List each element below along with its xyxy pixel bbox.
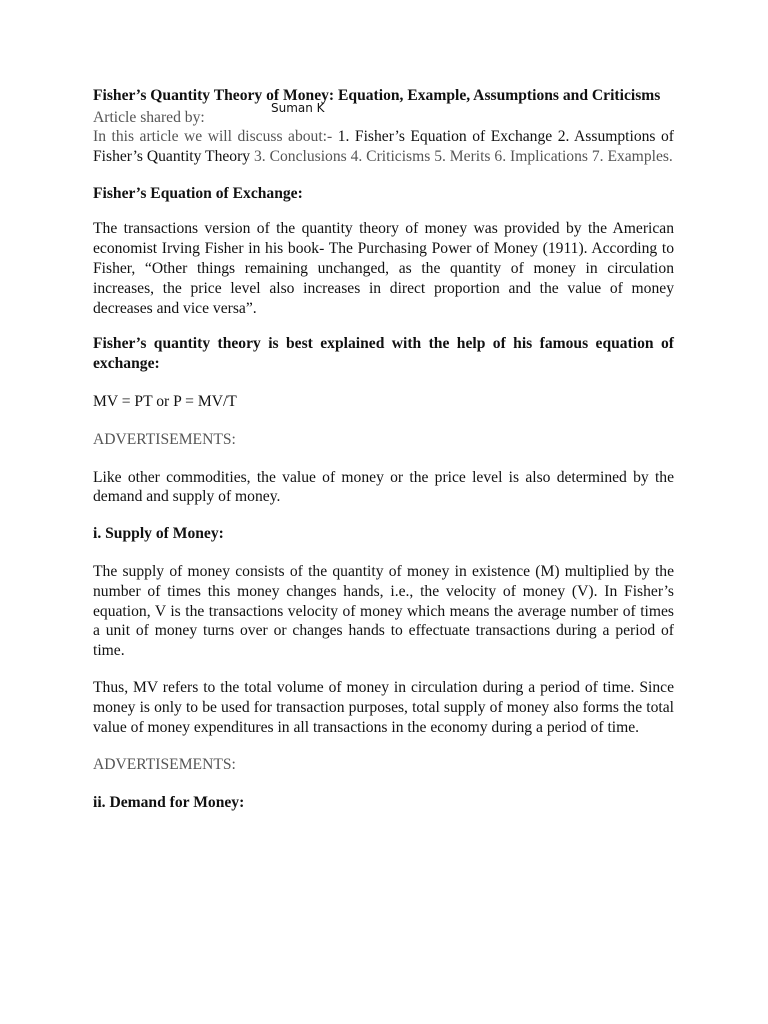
table-of-contents xyxy=(93,127,674,167)
article-title: Fisher’s Quantity Theory of Money: Equation, Example, Assumptions and Criticisms xyxy=(93,87,661,104)
paragraph-transactions-version: The transactions version of the quantity theory of money was provided by the American economist Irving Fisher in his book- The Purchasing Power of Money (1911). According to Fisher, “Other things remaining unchanged, as the quantity of money in circulation increases, the price level also increases in direct proportion and the value of money decreases and vice versa”. xyxy=(93,220,674,317)
advertisement-label: ADVERTISEMENTS: xyxy=(93,756,236,774)
byline xyxy=(93,101,674,127)
formula: MV = PT or P = MV/T xyxy=(93,392,237,410)
author-name: Suman K xyxy=(271,101,325,115)
paragraph-commodities: Like other commodities, the value of money or the price level is also determined by the demand and supply of money. xyxy=(93,468,674,506)
toc-item-assumptions[interactable]: 2. Assumptions of Fisher’s Quantity Theory xyxy=(93,128,674,165)
heading-best-explained: Fisher’s quantity theory is best explained with the help of his famous equation of exchange: xyxy=(93,335,674,373)
heading-demand-for-money: ii. Demand for Money: xyxy=(93,794,245,812)
paragraph-mv: Thus, MV refers to the total volume of money in circulation during a period of time. Since money is only to be used for transaction purposes, total supply of money also forms the total value of money expenditures in all transactions in the economy during a period of time. xyxy=(93,678,674,736)
heading-supply-of-money: i. Supply of Money: xyxy=(93,525,224,543)
byline-label: Article shared by: xyxy=(93,109,205,126)
toc-item-equation[interactable]: 1. Fisher’s Equation of Exchange xyxy=(337,128,553,145)
heading-equation-of-exchange: Fisher’s Equation of Exchange: xyxy=(93,184,303,202)
paragraph-supply: The supply of money consists of the quantity of money in existence (M) multiplied by the number of times this money changes hands, i.e., the velocity of money (V). In Fisher’s equation, V is the transactions velocity of money which means the average number of times a unit of money turns over or changes hands to effectuate transactions during a period of time. xyxy=(93,562,674,660)
toc-intro: In this article we will discuss about:- xyxy=(93,128,338,145)
toc-rest: 3. Conclusions 4. Criticisms 5. Merits 6. Implications 7. Examples. xyxy=(250,147,673,165)
advertisement-label: ADVERTISEMENTS: xyxy=(93,430,236,448)
